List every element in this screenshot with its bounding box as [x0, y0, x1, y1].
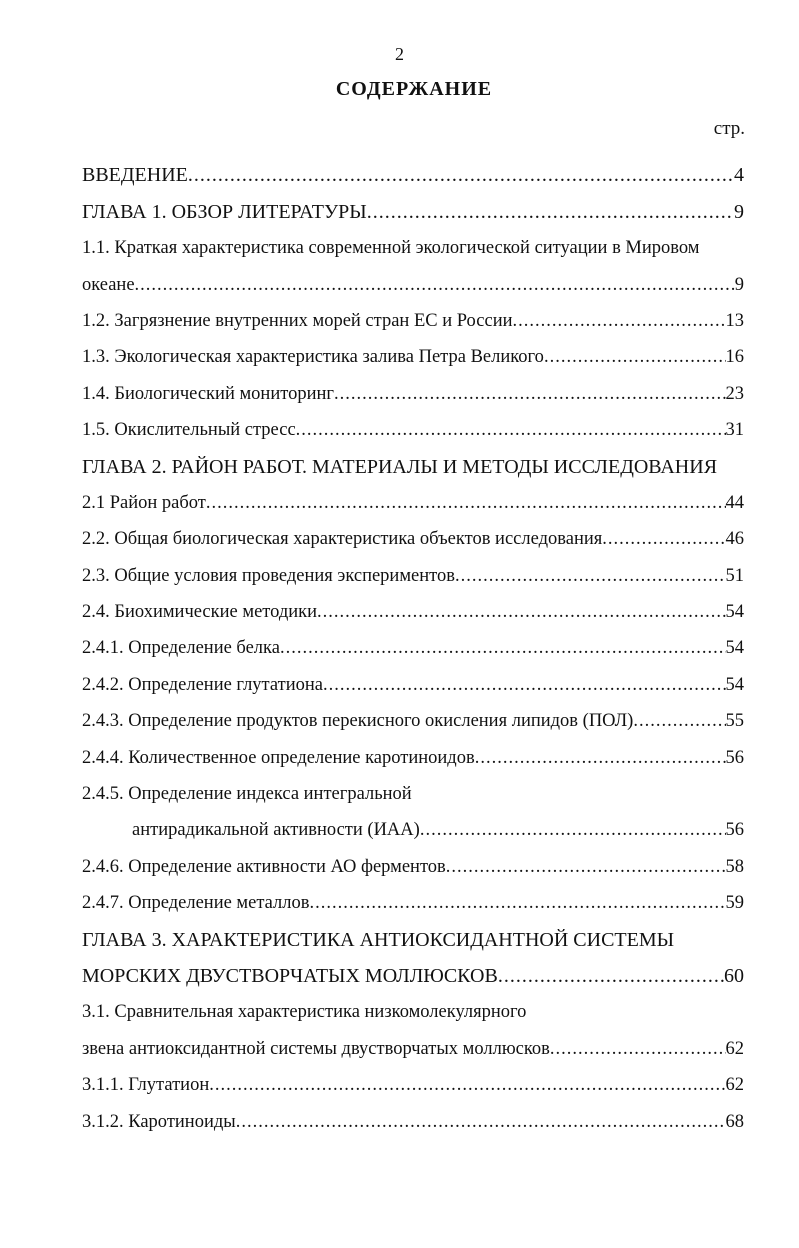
toc-entry-page: 58	[725, 856, 744, 877]
toc-leader-dots	[446, 856, 726, 878]
toc-entry	[82, 1096, 744, 1132]
toc-entry	[82, 150, 744, 186]
toc-entry	[82, 732, 744, 768]
toc-entry-title: 1.2. Загрязнение внутренних морей стран ЕС и России	[82, 310, 513, 331]
toc-entry	[82, 841, 744, 877]
toc-entry-title: 1.5. Окислительный стресс	[82, 420, 296, 441]
toc-leader-dots	[296, 419, 726, 441]
toc-entry-title: 2.4. Биохимические методики	[82, 602, 318, 623]
toc-entry-title: 3.1.1. Глутатион	[82, 1075, 210, 1096]
toc-entry	[82, 878, 744, 914]
toc-entry-page: 51	[725, 565, 744, 586]
toc-entry-page: 59	[725, 893, 744, 914]
toc-entry	[82, 405, 744, 441]
toc-entry-page: 23	[725, 383, 744, 404]
toc-entry-page: 62	[725, 1038, 744, 1059]
toc-entry	[82, 441, 744, 477]
toc-entry	[82, 550, 744, 586]
toc-entry	[82, 332, 744, 368]
toc-entry-title: океане	[82, 274, 135, 295]
table-of-contents	[82, 150, 744, 1133]
toc-leader-dots	[475, 747, 726, 769]
toc-entry	[82, 587, 744, 623]
toc-entry-title: 3.1. Сравнительная характеристика низкомолекулярного	[82, 1002, 527, 1023]
toc-entry	[82, 186, 744, 222]
toc-leader-dots	[188, 164, 734, 186]
toc-entry-page: 44	[725, 492, 744, 513]
toc-entry-page: 54	[725, 602, 744, 623]
toc-entry-title: 2.1 Район работ	[82, 492, 206, 513]
toc-entry-page: 9	[734, 200, 744, 223]
toc-entry	[82, 769, 744, 805]
toc-entry-title: 2.4.2. Определение глутатиона	[82, 674, 323, 695]
toc-entry-title: ГЛАВА 2. РАЙОН РАБОТ. МАТЕРИАЛЫ И МЕТОДЫ ИССЛЕДОВАНИЯ	[82, 455, 718, 478]
toc-leader-dots	[317, 601, 725, 623]
toc-entry-page: 46	[725, 529, 744, 550]
toc-leader-dots	[420, 819, 726, 841]
toc-entry	[82, 987, 744, 1023]
toc-leader-dots	[323, 674, 726, 696]
toc-entry-page: 68	[725, 1111, 744, 1132]
toc-entry-page: 9	[734, 274, 744, 295]
toc-leader-dots	[550, 1038, 726, 1060]
toc-entry	[82, 296, 744, 332]
toc-entry	[82, 514, 744, 550]
toc-entry-title: 2.4.1. Определение белка	[82, 638, 280, 659]
toc-entry	[82, 696, 744, 732]
toc-leader-dots	[544, 346, 726, 368]
toc-entry	[82, 805, 744, 841]
toc-entry-page: 16	[725, 347, 744, 368]
toc-entry-title: 1.3. Экологическая характеристика залива Петра Великого	[82, 347, 544, 368]
toc-leader-dots	[135, 274, 735, 296]
toc-entry-page: 13	[725, 310, 744, 331]
toc-entry	[82, 368, 744, 404]
toc-entry	[82, 1023, 744, 1059]
toc-leader-dots	[280, 637, 726, 659]
page-number: 2	[395, 44, 404, 64]
toc-entry	[82, 951, 744, 987]
toc-entry-title: 1.4. Биологический мониторинг	[82, 383, 334, 404]
toc-leader-dots	[513, 310, 726, 332]
toc-entry	[82, 914, 744, 950]
toc-leader-dots	[236, 1111, 726, 1133]
toc-entry-title: 2.4.7. Определение металлов	[82, 893, 310, 914]
toc-leader-dots	[367, 201, 734, 223]
toc-entry-page: 54	[725, 674, 744, 695]
toc-entry	[82, 659, 744, 695]
toc-entry-title: 2.4.3. Определение продуктов перекисного окисления липидов (ПОЛ)	[82, 711, 634, 732]
toc-entry-title: 2.4.4. Количественное определение каротиноидов	[82, 747, 475, 768]
toc-entry	[82, 1060, 744, 1096]
toc-entry-title: 3.1.2. Каротиноиды	[82, 1111, 236, 1132]
toc-leader-dots	[334, 383, 726, 405]
toc-entry	[82, 478, 744, 514]
toc-entry-page: 56	[725, 820, 744, 841]
toc-entry-page: 54	[725, 638, 744, 659]
toc-entry-page: 55	[725, 711, 744, 732]
toc-entry-title: 2.4.6. Определение активности АО ферментов	[82, 856, 446, 877]
toc-leader-dots	[455, 565, 726, 587]
toc-leader-dots	[209, 1074, 725, 1096]
toc-entry-title: 2.4.5. Определение индекса интегральной	[82, 784, 412, 805]
toc-leader-dots	[498, 965, 724, 987]
toc-entry-page: 62	[725, 1075, 744, 1096]
toc-entry-title: антирадикальной активности (ИАА)	[132, 820, 420, 841]
toc-entry-title: МОРСКИХ ДВУСТВОРЧАТЫХ МОЛЛЮСКОВ	[82, 964, 498, 987]
toc-entry	[82, 223, 744, 259]
toc-entry-title: ГЛАВА 1. ОБЗОР ЛИТЕРАТУРЫ	[82, 200, 367, 223]
toc-entry-title: 2.2. Общая биологическая характеристика объектов исследования	[82, 529, 603, 550]
toc-entry-title: 2.3. Общие условия проведения экспериментов	[82, 565, 455, 586]
toc-entry-title: звена антиоксидантной системы двустворчатых моллюсков	[82, 1038, 550, 1059]
toc-entry-page: 4	[734, 164, 744, 187]
toc-entry-title: 1.1. Краткая характеристика современной экологической ситуации в Мировом	[82, 238, 700, 259]
toc-leader-dots	[309, 892, 725, 914]
toc-entry-title: ГЛАВА 3. ХАРАКТЕРИСТИКА АНТИОКСИДАНТНОЙ СИСТЕМЫ	[82, 928, 675, 951]
toc-entry-title: ВВЕДЕНИЕ	[82, 164, 188, 187]
page-column-label: стр.	[713, 118, 745, 139]
toc-leader-dots	[206, 492, 726, 514]
toc-entry	[82, 623, 744, 659]
toc-entry	[82, 259, 744, 295]
toc-entry-page: 31	[725, 420, 744, 441]
toc-leader-dots	[602, 528, 725, 550]
toc-entry-page: 56	[725, 747, 744, 768]
page-title: СОДЕРЖАНИЕ	[335, 78, 493, 100]
toc-entry-page: 60	[724, 964, 744, 987]
toc-leader-dots	[633, 710, 725, 732]
